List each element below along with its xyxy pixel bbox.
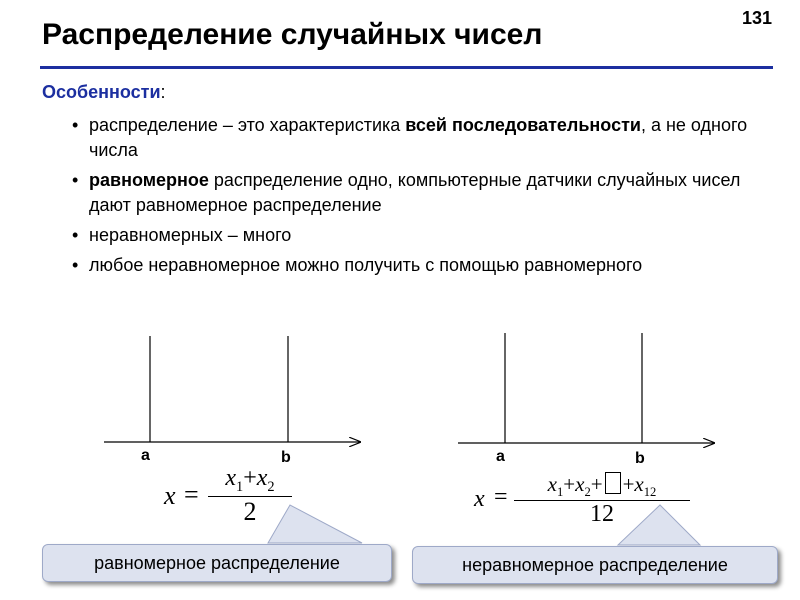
uniform-caption: равномерное распределение bbox=[42, 544, 392, 582]
features-heading-text: Особенности bbox=[42, 82, 161, 102]
right-axis-label-b: b bbox=[635, 450, 645, 467]
formula-numerator: $x_1+x_2$ bbox=[225, 465, 275, 495]
bullet-text: , а не одного числа bbox=[89, 115, 748, 160]
page-number: 131 bbox=[741, 8, 772, 28]
formula-numerator: $x_1+x_2+ +x_{12}$ bbox=[547, 472, 657, 500]
formula-equals: = bbox=[494, 484, 508, 510]
right-formula bbox=[472, 472, 702, 538]
formula-lhs: x bbox=[474, 486, 485, 512]
slide-title: Распределение случайных чисел bbox=[42, 18, 543, 51]
bullet-text: любое неравномерное можно получить с помощью равномерного bbox=[89, 255, 643, 275]
bullet-text: неравномерных – много bbox=[89, 225, 292, 245]
bullet-text: распределение – это характеристика bbox=[89, 115, 406, 135]
left-formula bbox=[160, 465, 310, 535]
bullet-text: распределение одно, компьютерные датчики случайных чисел дают равномерное распределение bbox=[89, 170, 741, 215]
bullet-emphasis: всей последовательности bbox=[405, 115, 641, 135]
formula-equals: = bbox=[184, 480, 199, 509]
formula-lhs: x bbox=[164, 481, 176, 510]
formula-fraction bbox=[208, 465, 292, 527]
features-heading-colon: : bbox=[160, 82, 166, 102]
bullet-emphasis: равномерное bbox=[89, 170, 209, 190]
formula-denominator: 12 bbox=[514, 500, 690, 528]
nonuniform-caption: неравномерное распределение bbox=[412, 546, 778, 584]
right-axis-label-a: a bbox=[496, 448, 505, 465]
formula-denominator: 2 bbox=[208, 496, 292, 527]
left-axis-label-a: a bbox=[141, 447, 150, 464]
left-axis-label-b: b bbox=[281, 449, 291, 466]
ellipsis-placeholder-box bbox=[605, 472, 621, 494]
formula-fraction bbox=[514, 472, 690, 528]
